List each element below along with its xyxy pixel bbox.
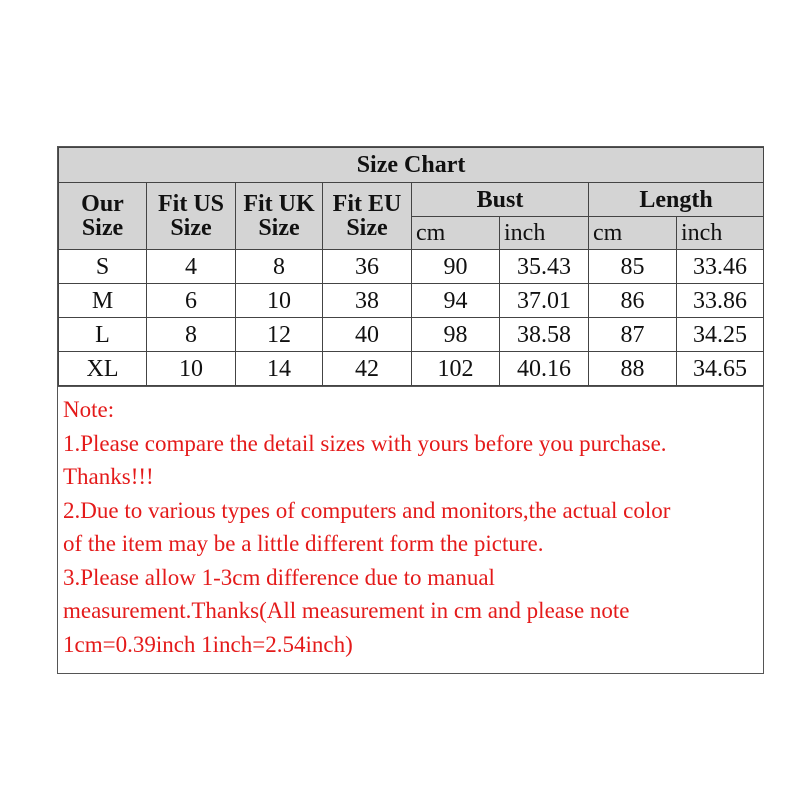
cell-bust-inch: 37.01: [500, 284, 589, 318]
size-chart: [57, 146, 764, 674]
cell-bust-inch: 40.16: [500, 352, 589, 386]
cell-bust-inch: 38.58: [500, 318, 589, 352]
note-heading: Note:: [63, 397, 115, 422]
cell-eu: 42: [323, 352, 412, 386]
note-line: measurement.Thanks(All measurement in cm and please note: [63, 598, 630, 623]
cell-our-size: S: [59, 250, 147, 284]
cell-bust-cm: 102: [412, 352, 500, 386]
table-row: [59, 284, 764, 318]
note-line: 3.Please allow 1-3cm difference due to manual: [63, 564, 495, 590]
size-table: [58, 147, 764, 386]
note-line: 1.Please compare the detail sizes with yours before you purchase.: [63, 430, 667, 456]
cell-bust-cm: 98: [412, 318, 500, 352]
cell-length-inch: 34.25: [677, 318, 764, 352]
cell-length-cm: 85: [589, 250, 677, 284]
cell-length-inch: 33.46: [677, 250, 764, 284]
table-row: [59, 318, 764, 352]
note-line: of the item may be a little different form the picture.: [63, 531, 544, 556]
note-line: Thanks!!!: [63, 464, 154, 489]
cell-our-size: XL: [59, 352, 147, 386]
unit-bust-cm: cm: [412, 217, 500, 250]
header-fit-uk: Fit UK Size: [236, 183, 323, 250]
header-length: Length: [589, 183, 764, 217]
cell-eu: 36: [323, 250, 412, 284]
header-fit-eu: Fit EU Size: [323, 183, 412, 250]
cell-uk: 12: [236, 318, 323, 352]
header-our-size: Our Size: [59, 183, 147, 250]
cell-length-cm: 86: [589, 284, 677, 318]
table-row: [59, 352, 764, 386]
note-line: 2.Due to various types of computers and monitors,the actual color: [63, 497, 671, 523]
cell-us: 8: [147, 318, 236, 352]
cell-length-cm: 88: [589, 352, 677, 386]
cell-eu: 40: [323, 318, 412, 352]
note-line: 1cm=0.39inch 1inch=2.54inch): [63, 631, 353, 657]
cell-length-inch: 33.86: [677, 284, 764, 318]
header-bust: Bust: [412, 183, 589, 217]
cell-us: 6: [147, 284, 236, 318]
cell-our-size: L: [59, 318, 147, 352]
unit-bust-inch: inch: [500, 217, 589, 250]
cell-length-cm: 87: [589, 318, 677, 352]
cell-bust-cm: 94: [412, 284, 500, 318]
cell-length-inch: 34.65: [677, 352, 764, 386]
cell-our-size: M: [59, 284, 147, 318]
cell-us: 4: [147, 250, 236, 284]
notes-section: [58, 386, 763, 673]
unit-length-inch: inch: [677, 217, 764, 250]
header-fit-us: Fit US Size: [147, 183, 236, 250]
chart-title: Size Chart: [59, 148, 764, 183]
cell-uk: 14: [236, 352, 323, 386]
cell-uk: 10: [236, 284, 323, 318]
cell-eu: 38: [323, 284, 412, 318]
cell-bust-inch: 35.43: [500, 250, 589, 284]
cell-us: 10: [147, 352, 236, 386]
table-row: [59, 250, 764, 284]
title-row: [59, 148, 764, 183]
unit-length-cm: cm: [589, 217, 677, 250]
cell-uk: 8: [236, 250, 323, 284]
cell-bust-cm: 90: [412, 250, 500, 284]
header-row: [59, 183, 764, 217]
